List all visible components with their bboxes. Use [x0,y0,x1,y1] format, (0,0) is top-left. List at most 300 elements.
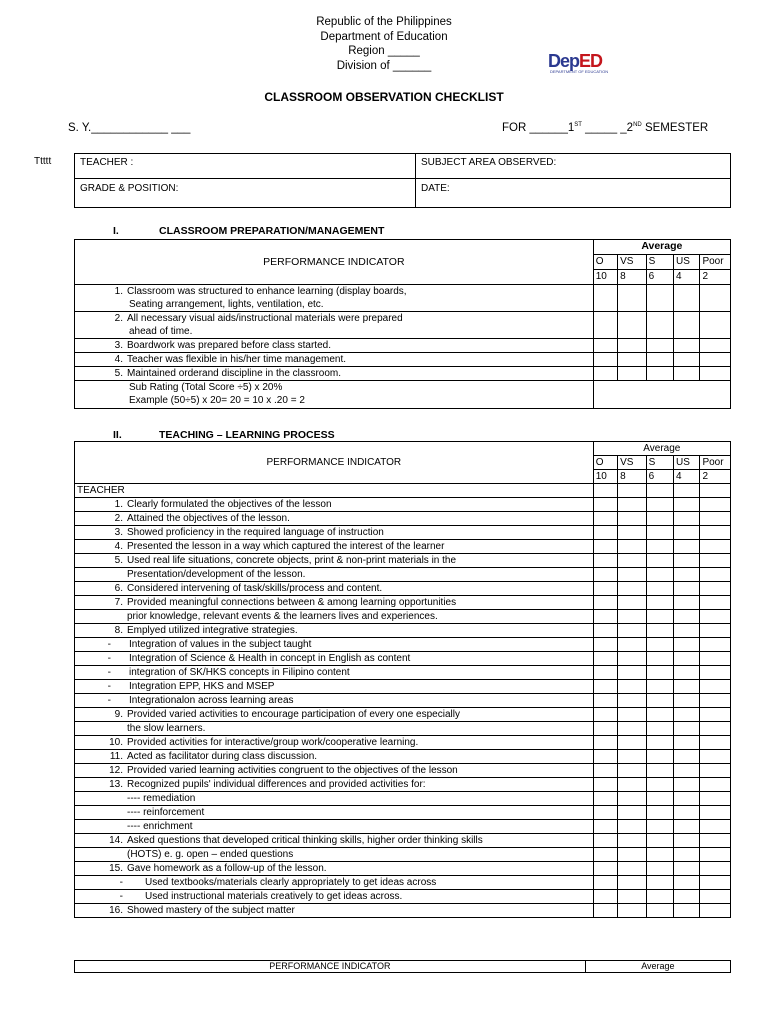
score-cell[interactable] [700,353,731,367]
indicator-number: 4. [114,541,123,552]
indicator-text: Seating arrangement, lights, ventilation, etc. [129,299,324,310]
score-cell[interactable] [674,806,700,820]
score-cell[interactable] [593,526,617,540]
score-cell[interactable] [674,862,700,876]
score-cell[interactable] [618,764,646,778]
score-cell[interactable] [618,890,646,904]
indicator-number: 1. [114,499,123,510]
score-cell[interactable] [618,778,646,792]
subrating-text: Sub Rating (Total Score ÷5) x 20% [129,382,283,393]
score-cell[interactable] [593,484,617,498]
score-cell[interactable] [593,554,617,568]
semester-suffix: SEMESTER [641,122,709,134]
score-cell[interactable] [646,806,673,820]
indicator-text: ---- enrichment [127,821,193,832]
score-cell[interactable] [700,680,731,694]
score-cell[interactable] [700,722,731,736]
indicator-number: 5. [114,368,123,379]
score-cell[interactable] [646,750,673,764]
indicator-cell [75,722,594,736]
indicator-text: Classroom was structured to enhance learning (display boards, [127,286,407,297]
section2-indicator-row [75,498,731,512]
score-cell[interactable] [618,582,646,596]
score-cell[interactable] [618,312,646,339]
bullet-dash: - [119,877,123,888]
sy-blank: ____________ ___ [91,122,191,134]
semester-sup1: ST [574,122,582,129]
score-cell[interactable] [646,834,673,848]
indicator-cell [75,750,594,764]
indicator-text: Clearly formulated the objectives of the lesson [127,499,332,510]
score-cell[interactable] [593,680,617,694]
score-cell[interactable] [646,312,673,339]
score-cell[interactable] [646,285,673,312]
score-cell[interactable] [593,312,617,339]
indicator-cell [75,904,594,918]
score-cell[interactable] [700,820,731,834]
indicator-text: Showed mastery of the subject matter [127,905,295,916]
subrating-score-cell[interactable] [593,381,730,409]
bullet-dash: - [107,639,111,650]
indicator-cell [75,708,594,722]
score-cell[interactable] [593,540,617,554]
score-cell[interactable] [674,339,700,353]
indicator-number: 3. [114,340,123,351]
score-cell[interactable] [618,750,646,764]
score-cell[interactable] [646,736,673,750]
score-cell[interactable] [618,484,646,498]
score-cell[interactable] [674,764,700,778]
score-cell[interactable] [700,512,731,526]
score-cell[interactable] [618,554,646,568]
score-cell[interactable] [646,848,673,862]
score-cell[interactable] [674,722,700,736]
score-cell[interactable] [593,806,617,820]
grade-position-field[interactable]: GRADE & POSITION: [75,179,416,208]
score-cell[interactable] [618,512,646,526]
score-cell[interactable] [618,526,646,540]
score-cell[interactable] [700,596,731,610]
score-cell[interactable] [700,624,731,638]
score-cell[interactable] [700,285,731,312]
score-cell[interactable] [646,638,673,652]
score-cell[interactable] [674,582,700,596]
score-cell[interactable] [646,582,673,596]
page-title: CLASSROOM OBSERVATION CHECKLIST [264,90,504,104]
section1-subrating-row [75,381,731,409]
score-cell[interactable] [646,722,673,736]
division-line: Division of ______ [336,59,432,72]
score-cell[interactable] [593,778,617,792]
section1-indicator-row [75,353,731,367]
indicator-number: 15. [109,863,123,874]
score-cell[interactable] [618,498,646,512]
rating-label: S [646,255,673,270]
bullet-dash: - [107,653,111,664]
score-cell[interactable] [618,596,646,610]
score-cell[interactable] [674,610,700,624]
score-cell[interactable] [646,512,673,526]
score-cell[interactable] [646,694,673,708]
score-cell[interactable] [674,367,700,381]
indicator-cell [75,554,594,568]
score-cell[interactable] [646,778,673,792]
section2-indicator-row [75,638,731,652]
score-cell[interactable] [674,285,700,312]
indicator-text: Maintained orderand discipline in the classroom. [127,368,342,379]
indicator-number: 12. [109,765,123,776]
score-cell[interactable] [646,624,673,638]
score-cell[interactable] [700,848,731,862]
score-cell[interactable] [700,806,731,820]
score-cell[interactable] [593,834,617,848]
indicator-number: 10. [109,737,123,748]
indicator-cell [75,285,594,312]
indicator-cell [75,312,594,339]
score-cell[interactable] [674,890,700,904]
score-cell[interactable] [618,792,646,806]
score-cell[interactable] [700,876,731,890]
score-cell[interactable] [700,666,731,680]
section2-indicator-row [75,554,731,568]
score-cell[interactable] [618,722,646,736]
section3-average-header: Average [585,961,730,973]
indicator-number: 2. [114,313,123,324]
score-cell[interactable] [593,512,617,526]
score-cell[interactable] [593,848,617,862]
score-cell[interactable] [618,694,646,708]
section2-indicator-row [75,736,731,750]
indicator-number: 3. [114,527,123,538]
score-cell[interactable] [618,353,646,367]
score-cell[interactable] [700,498,731,512]
score-cell[interactable] [700,778,731,792]
score-cell[interactable] [700,540,731,554]
score-cell[interactable] [674,680,700,694]
score-cell[interactable] [674,666,700,680]
score-value: 10 [593,270,617,285]
score-cell[interactable] [646,498,673,512]
score-cell[interactable] [618,540,646,554]
score-cell[interactable] [593,285,617,312]
score-cell[interactable] [618,680,646,694]
score-cell[interactable] [674,540,700,554]
score-cell[interactable] [674,353,700,367]
indicator-cell [75,540,594,554]
score-cell[interactable] [646,526,673,540]
score-cell[interactable] [646,652,673,666]
score-cell[interactable] [593,367,617,381]
score-cell[interactable] [618,652,646,666]
section2-indicator-row [75,806,731,820]
section2-indicator-row [75,652,731,666]
rating-label: S [646,456,673,470]
score-cell[interactable] [700,526,731,540]
score-cell[interactable] [618,862,646,876]
score-cell[interactable] [674,638,700,652]
score-cell[interactable] [646,876,673,890]
score-cell[interactable] [700,904,731,918]
indicator-number: 13. [109,779,123,790]
score-cell[interactable] [646,568,673,582]
score-cell[interactable] [618,610,646,624]
section2-table [74,441,731,918]
indicator-cell [75,367,594,381]
score-cell[interactable] [646,708,673,722]
score-cell[interactable] [674,624,700,638]
bullet-dash: - [107,695,111,706]
score-cell[interactable] [700,367,731,381]
score-cell[interactable] [674,512,700,526]
score-cell[interactable] [618,736,646,750]
section2-indicator-row [75,848,731,862]
score-cell[interactable] [593,568,617,582]
stray-text: Ttttt [34,156,52,167]
score-cell[interactable] [674,876,700,890]
score-cell[interactable] [646,554,673,568]
indicator-number: 7. [114,597,123,608]
region-line: Region _____ [348,45,420,57]
score-cell[interactable] [674,750,700,764]
indicator-number: 4. [114,354,123,365]
logo-subtext: DEPARTMENT OF EDUCATION [550,69,609,74]
score-cell[interactable] [674,848,700,862]
score-cell[interactable] [674,652,700,666]
score-cell[interactable] [618,834,646,848]
score-cell[interactable] [700,652,731,666]
score-cell[interactable] [700,792,731,806]
indicator-text: the slow learners. [127,723,206,734]
score-cell[interactable] [618,568,646,582]
score-cell[interactable] [646,862,673,876]
score-cell[interactable] [646,540,673,554]
score-cell[interactable] [646,820,673,834]
score-cell[interactable] [674,708,700,722]
score-cell[interactable] [593,582,617,596]
score-cell[interactable] [674,694,700,708]
score-cell[interactable] [618,904,646,918]
score-cell[interactable] [674,554,700,568]
score-cell[interactable] [593,666,617,680]
score-cell[interactable] [593,722,617,736]
indicator-text: Integration of Science & Health in concept in English as content [129,653,411,664]
score-cell[interactable] [593,904,617,918]
indicator-text: Acted as facilitator during class discussion. [127,751,318,762]
indicator-cell [75,862,594,876]
rating-label: US [674,456,700,470]
rating-label: Poor [700,255,731,270]
score-cell[interactable] [618,666,646,680]
indicator-text: Used instructional materials creatively to get ideas across. [145,891,403,902]
score-cell[interactable] [700,312,731,339]
indicator-text: Integration EPP, HKS and MSEP [129,681,275,692]
indicator-text: (HOTS) e. g. open – ended questions [127,849,294,860]
score-cell[interactable] [700,708,731,722]
score-cell[interactable] [646,484,673,498]
section2-indicator-row [75,904,731,918]
info-table [74,153,731,208]
subrating-example: Example (50÷5) x 20= 20 = 10 x .20 = 2 [129,395,305,406]
section1-average-header: Average [593,240,730,255]
score-cell[interactable] [593,876,617,890]
sy-label: S. Y. [68,122,92,134]
score-cell[interactable] [618,339,646,353]
indicator-text: Integrationalon across learning areas [129,695,294,706]
score-cell[interactable] [674,820,700,834]
score-cell[interactable] [674,498,700,512]
score-cell[interactable] [700,610,731,624]
score-cell[interactable] [700,862,731,876]
score-cell[interactable] [593,736,617,750]
score-cell[interactable] [618,806,646,820]
indicator-text: ---- reinforcement [127,807,205,818]
score-cell[interactable] [646,680,673,694]
score-cell[interactable] [618,285,646,312]
score-cell[interactable] [593,638,617,652]
score-cell[interactable] [700,750,731,764]
score-cell[interactable] [646,367,673,381]
indicator-cell [75,568,594,582]
score-cell[interactable] [646,764,673,778]
score-cell[interactable] [674,778,700,792]
score-cell[interactable] [593,694,617,708]
indicator-cell [75,694,594,708]
indicator-cell [75,666,594,680]
score-cell[interactable] [700,568,731,582]
score-cell[interactable] [593,610,617,624]
indicator-text: prior knowledge, relevant events & the learners lives and experiences. [127,611,438,622]
score-cell[interactable] [700,890,731,904]
score-cell[interactable] [646,792,673,806]
score-cell[interactable] [593,596,617,610]
teacher-field[interactable]: TEACHER : [75,154,416,179]
score-cell[interactable] [700,484,731,498]
score-cell[interactable] [646,353,673,367]
score-cell[interactable] [593,353,617,367]
indicator-cell [75,353,594,367]
bullet-dash: - [107,681,111,692]
score-value: 2 [700,470,731,484]
indicator-cell [75,876,594,890]
score-cell[interactable] [593,339,617,353]
indicator-number: 5. [114,555,123,566]
score-cell[interactable] [646,666,673,680]
logo-text-dep: Dep [548,51,580,71]
score-cell[interactable] [593,820,617,834]
score-cell[interactable] [700,339,731,353]
score-cell[interactable] [700,582,731,596]
rating-label: VS [618,255,646,270]
score-cell[interactable] [674,596,700,610]
section2-indicator-row [75,862,731,876]
score-cell[interactable] [593,652,617,666]
section2-indicator-row [75,722,731,736]
score-cell[interactable] [700,834,731,848]
indicator-cell [75,339,594,353]
score-cell[interactable] [646,596,673,610]
score-cell[interactable] [593,708,617,722]
section1-indicator-row [75,367,731,381]
indicator-text: Boardwork was prepared before class started. [127,340,331,351]
score-cell[interactable] [593,498,617,512]
score-cell[interactable] [674,904,700,918]
indicator-text: integration of SK/HKS concepts in Filipino content [129,667,350,678]
score-cell[interactable] [700,764,731,778]
score-cell[interactable] [674,736,700,750]
header-block [0,15,768,73]
subject-field[interactable]: SUBJECT AREA OBSERVED: [416,154,731,179]
republic-line: Republic of the Philippines [316,16,452,28]
section3-indicator-header: PERFORMANCE INDICATOR [75,961,586,973]
section2-indicator-row [75,876,731,890]
score-value: 2 [700,270,731,285]
score-cell[interactable] [646,904,673,918]
indicator-cell [75,792,594,806]
score-cell[interactable] [593,764,617,778]
indicator-text: Considered intervening of task/skills/process and content. [127,583,383,594]
score-cell[interactable] [593,624,617,638]
score-cell[interactable] [618,848,646,862]
score-cell[interactable] [700,736,731,750]
score-cell[interactable] [646,610,673,624]
score-cell[interactable] [618,876,646,890]
score-value: 6 [646,270,673,285]
section2-numeral: II. [113,429,122,441]
indicator-text: Provided varied activities to encourage participation of every one especially [127,709,460,720]
indicator-text: Presentation/development of the lesson. [127,569,306,580]
score-cell[interactable] [674,568,700,582]
section2-indicator-row [75,750,731,764]
score-cell[interactable] [593,890,617,904]
score-cell[interactable] [700,694,731,708]
score-cell[interactable] [674,312,700,339]
date-field[interactable]: DATE: [416,179,731,208]
indicator-cell [75,778,594,792]
score-cell[interactable] [593,792,617,806]
section2-indicator-header: PERFORMANCE INDICATOR [75,442,594,484]
score-cell[interactable] [674,834,700,848]
section2-indicator-row [75,540,731,554]
score-cell[interactable] [593,862,617,876]
indicator-text: All necessary visual aids/instructional materials were prepared [127,313,403,324]
indicator-text: Provided varied learning activities congruent to the objectives of the lesson [127,765,458,776]
section2-indicator-row [75,568,731,582]
semester-line [502,122,708,134]
score-cell[interactable] [593,750,617,764]
indicator-cell [75,498,594,512]
score-cell[interactable] [674,484,700,498]
score-cell[interactable] [700,554,731,568]
indicator-cell [75,526,594,540]
indicator-number: 11. [109,751,123,762]
score-cell[interactable] [618,820,646,834]
score-cell[interactable] [646,890,673,904]
score-cell[interactable] [618,367,646,381]
score-cell[interactable] [674,792,700,806]
section1-table [74,239,731,409]
score-cell[interactable] [618,638,646,652]
section1-indicator-row [75,285,731,312]
score-cell[interactable] [646,339,673,353]
score-cell[interactable] [618,624,646,638]
score-cell[interactable] [700,638,731,652]
score-cell[interactable] [674,526,700,540]
section1-indicator-row [75,312,731,339]
indicator-cell [75,638,594,652]
section2-title: TEACHING – LEARNING PROCESS [159,429,335,441]
score-cell[interactable] [618,708,646,722]
indicator-cell [75,596,594,610]
